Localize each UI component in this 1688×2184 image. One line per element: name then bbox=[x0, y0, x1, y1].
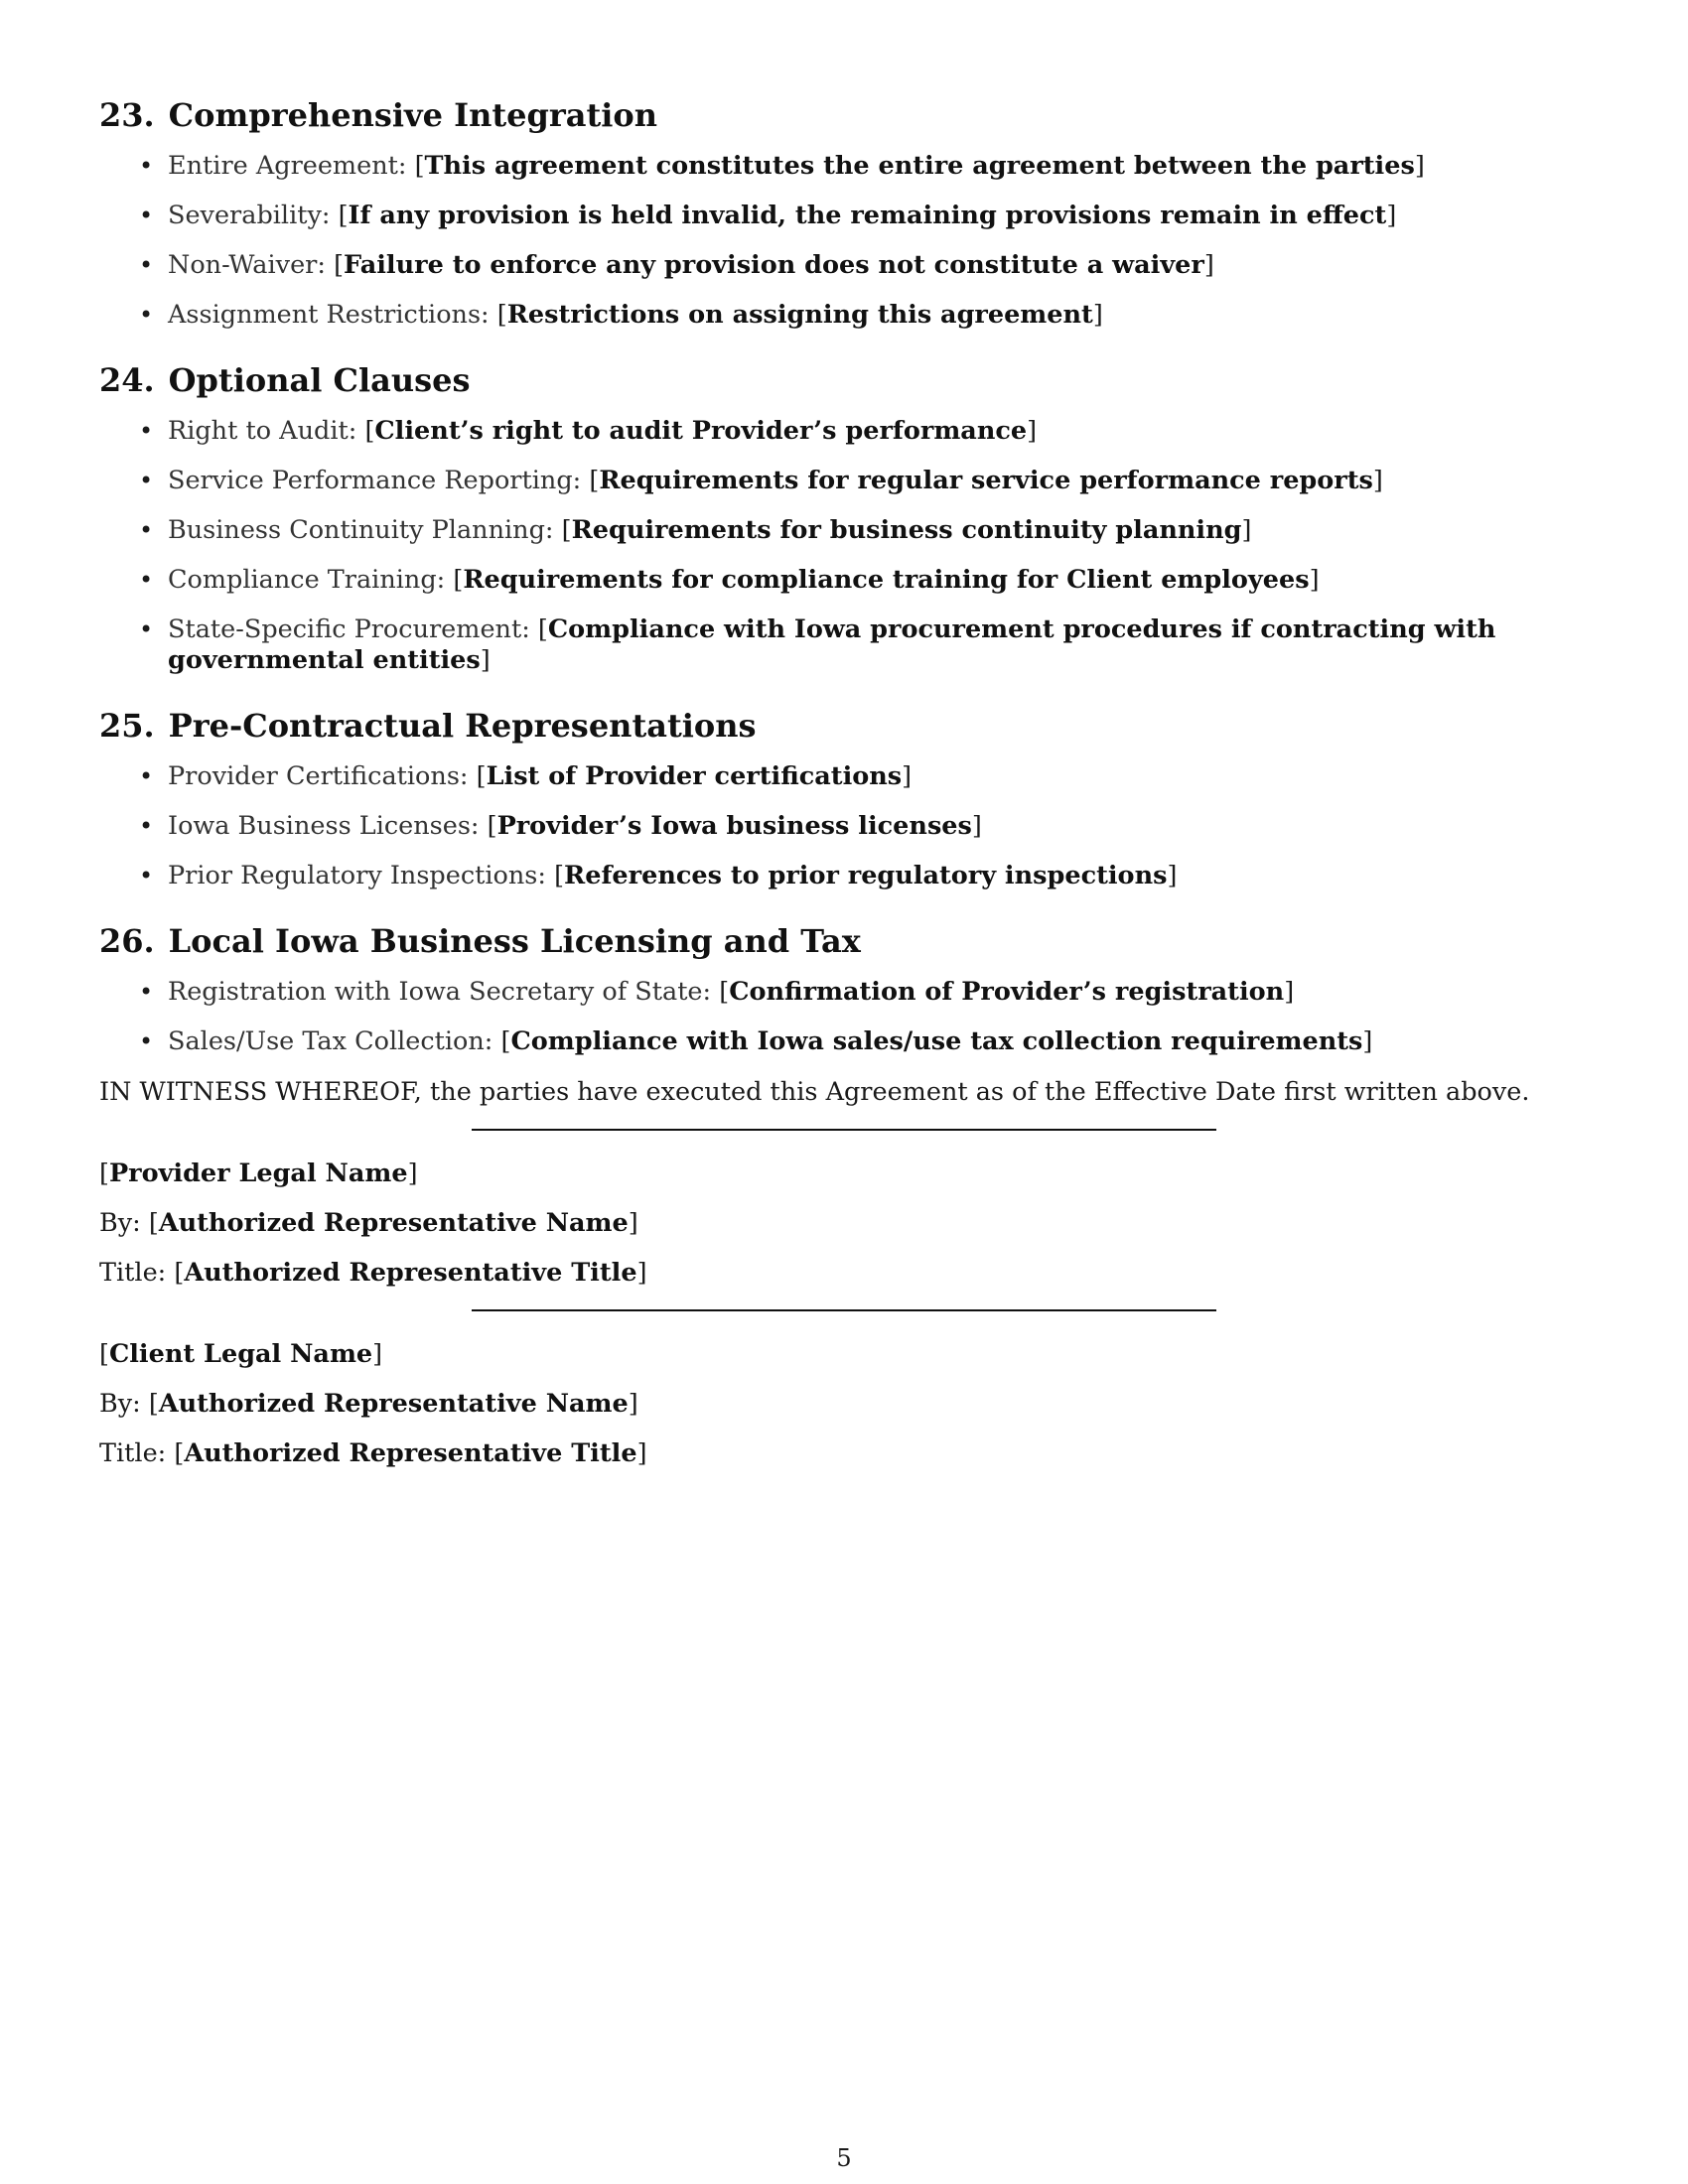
section-title: Local Iowa Business Licensing and Tax bbox=[168, 922, 861, 960]
list-item: • Business Continuity Planning: [Requirements for business continuity planning] bbox=[99, 515, 1589, 546]
item-value: Compliance with Iowa sales/use tax collection requirements bbox=[510, 1026, 1363, 1056]
signature-line[interactable] bbox=[472, 1129, 1216, 1131]
list-item: • Prior Regulatory Inspections: [References to prior regulatory inspections] bbox=[99, 861, 1589, 891]
clause-list bbox=[99, 977, 1589, 1057]
section-23 bbox=[99, 91, 1589, 331]
section-title: Optional Clauses bbox=[168, 361, 471, 399]
signatory-name: By: [Authorized Representative Name] bbox=[99, 1208, 638, 1238]
clause-list bbox=[99, 416, 1589, 676]
party-name-value: Client Legal Name bbox=[108, 1339, 373, 1369]
title-label: Title: bbox=[99, 1438, 167, 1468]
section-heading bbox=[99, 702, 1589, 750]
provider-signature-block bbox=[99, 1129, 1589, 1290]
item-value: Confirmation of Provider’s registration bbox=[729, 977, 1285, 1007]
party-name: [Provider Legal Name] bbox=[99, 1159, 418, 1188]
section-title: Pre-Contractual Representations bbox=[168, 707, 757, 745]
section-number: 23. bbox=[99, 96, 155, 134]
list-item: • Sales/Use Tax Collection: [Compliance with Iowa sales/use tax collection requirements] bbox=[99, 1026, 1589, 1057]
list-item: • Iowa Business Licenses: [Provider’s Iowa business licenses] bbox=[99, 811, 1589, 842]
item-value: List of Provider certifications bbox=[486, 761, 903, 791]
page-number: 5 bbox=[836, 2144, 852, 2172]
item-value: Restrictions on assigning this agreement bbox=[506, 300, 1093, 330]
by-label: By: bbox=[99, 1208, 141, 1238]
section-25 bbox=[99, 702, 1589, 891]
list-item: • Right to Audit: [Client’s right to audit Provider’s performance] bbox=[99, 416, 1589, 447]
item-label: Severability: bbox=[168, 201, 331, 230]
list-item: • Compliance Training: [Requirements for compliance training for Client employees] bbox=[99, 565, 1589, 596]
item-value: Compliance with Iowa procurement procedures if contracting with governmental entities bbox=[168, 614, 1496, 675]
list-item: • Service Performance Reporting: [Requirements for regular service performance reports] bbox=[99, 466, 1589, 496]
list-item: • Severability: [If any provision is held invalid, the remaining provisions remain in effect] bbox=[99, 201, 1589, 231]
section-heading bbox=[99, 917, 1589, 965]
title-value: Authorized Representative Title bbox=[184, 1258, 637, 1288]
signatory-title: Title: [Authorized Representative Title] bbox=[99, 1438, 647, 1468]
list-item: • Entire Agreement: [This agreement constitutes the entire agreement between the parties] bbox=[99, 151, 1589, 182]
by-label: By: bbox=[99, 1389, 141, 1419]
item-value: This agreement constitutes the entire agreement between the parties bbox=[424, 151, 1415, 181]
item-value: Client’s right to audit Provider’s performance bbox=[374, 416, 1028, 446]
by-value: Authorized Representative Name bbox=[158, 1208, 629, 1238]
item-label: Sales/Use Tax Collection: bbox=[168, 1026, 493, 1056]
item-label: Assignment Restrictions: bbox=[168, 300, 490, 330]
list-item: • Assignment Restrictions: [Restrictions on assigning this agreement] bbox=[99, 300, 1589, 331]
item-value: Failure to enforce any provision does not constitute a waiver bbox=[344, 250, 1204, 280]
item-value: If any provision is held invalid, the remaining provisions remain in effect bbox=[348, 201, 1387, 230]
item-label: Provider Certifications: bbox=[168, 761, 469, 791]
signatory-name: By: [Authorized Representative Name] bbox=[99, 1389, 638, 1419]
list-item: • Non-Waiver: [Failure to enforce any provision does not constitute a waiver] bbox=[99, 250, 1589, 281]
list-item: • Provider Certifications: [List of Provider certifications] bbox=[99, 761, 1589, 792]
title-label: Title: bbox=[99, 1258, 167, 1288]
title-value: Authorized Representative Title bbox=[184, 1438, 637, 1468]
item-label: Non-Waiver: bbox=[168, 250, 326, 280]
item-label: Right to Audit: bbox=[168, 416, 357, 446]
section-24 bbox=[99, 356, 1589, 676]
section-heading bbox=[99, 91, 1589, 139]
item-label: Service Performance Reporting: bbox=[168, 466, 582, 495]
item-label: Prior Regulatory Inspections: bbox=[168, 861, 546, 890]
item-label: Entire Agreement: bbox=[168, 151, 407, 181]
item-value: References to prior regulatory inspections bbox=[564, 861, 1168, 890]
item-label: Registration with Iowa Secretary of State: bbox=[168, 977, 712, 1007]
section-heading bbox=[99, 356, 1589, 404]
signature-line[interactable] bbox=[472, 1309, 1216, 1311]
clause-list bbox=[99, 761, 1589, 891]
party-name-value: Provider Legal Name bbox=[108, 1159, 408, 1188]
party-name: [Client Legal Name] bbox=[99, 1339, 383, 1369]
list-item: • State-Specific Procurement: [Compliance with Iowa procurement procedures if contracting with governmental entities] bbox=[99, 614, 1589, 676]
section-title: Comprehensive Integration bbox=[168, 96, 657, 134]
section-number: 24. bbox=[99, 361, 155, 399]
signatory-title: Title: [Authorized Representative Title] bbox=[99, 1258, 647, 1288]
clause-list bbox=[99, 151, 1589, 331]
item-label: Iowa Business Licenses: bbox=[168, 811, 480, 841]
item-value: Requirements for regular service performance reports bbox=[599, 466, 1373, 495]
item-label: Compliance Training: bbox=[168, 565, 446, 595]
witness-statement: IN WITNESS WHEREOF, the parties have executed this Agreement as of the Effective Date first written above. bbox=[99, 1077, 1530, 1107]
client-signature-block bbox=[99, 1309, 1589, 1470]
section-number: 26. bbox=[99, 922, 155, 960]
section-number: 25. bbox=[99, 707, 155, 745]
item-label: Business Continuity Planning: bbox=[168, 515, 554, 545]
item-value: Requirements for compliance training for Client employees bbox=[463, 565, 1310, 595]
list-item: • Registration with Iowa Secretary of State: [Confirmation of Provider’s registration] bbox=[99, 977, 1589, 1008]
document-page bbox=[99, 91, 1589, 1486]
section-26 bbox=[99, 917, 1589, 1057]
item-value: Requirements for business continuity planning bbox=[571, 515, 1242, 545]
item-label: State-Specific Procurement: bbox=[168, 614, 530, 644]
by-value: Authorized Representative Name bbox=[158, 1389, 629, 1419]
item-value: Provider’s Iowa business licenses bbox=[496, 811, 972, 841]
